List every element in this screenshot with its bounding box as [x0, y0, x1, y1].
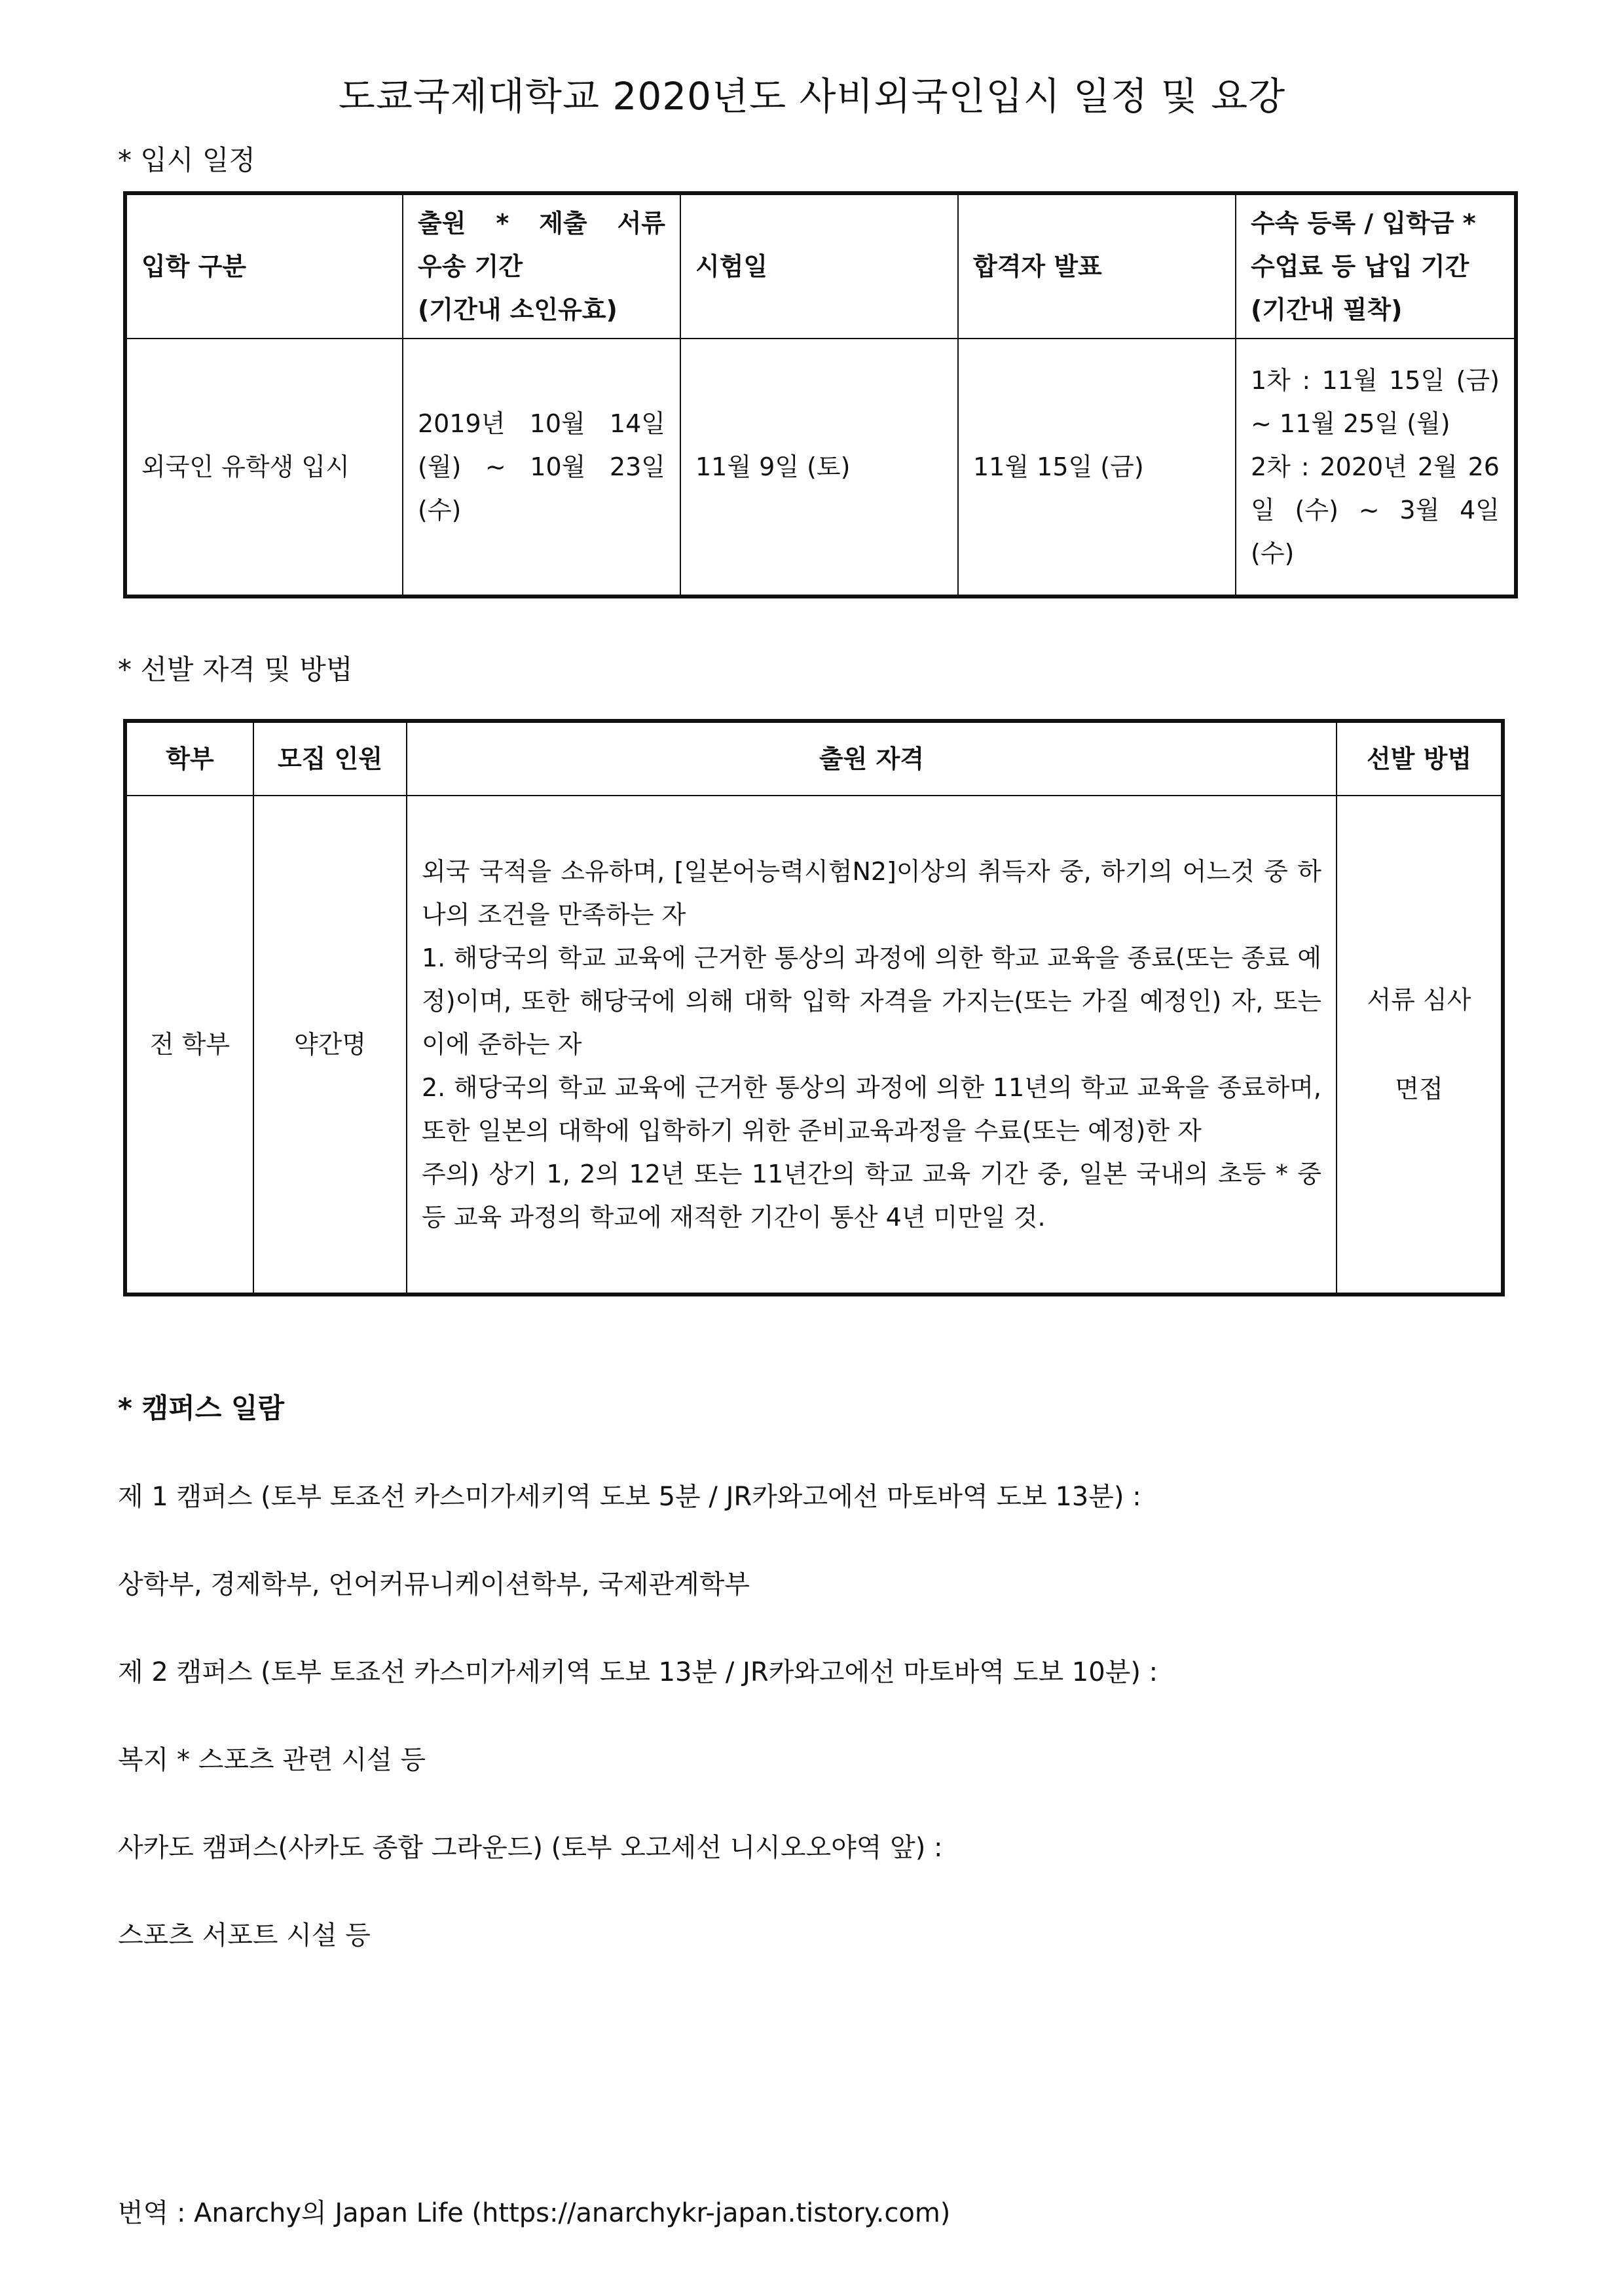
qualification-note: 주의) 상기 1, 2의 12년 또는 11년간의 학교 교육 기간 중, 일본 국내의 초등 * 중등 교육 과정의 학교에 재적한 기간이 통산 4년 미만일 것. [422, 1160, 1321, 1232]
header-method: 선발 방법 [1337, 721, 1503, 796]
method-cell [1337, 796, 1503, 1294]
exam-date-cell: 11월 9일 (토) [680, 339, 958, 597]
schedule-header-row [125, 193, 1516, 339]
header-qualification: 출원 자격 [407, 721, 1337, 796]
quota-cell: 약간명 [253, 796, 407, 1294]
criteria-header-row [125, 721, 1503, 796]
header-admission-type: 입학 구분 [125, 193, 403, 339]
campus-sakado-facilities: 스포츠 서포트 시설 등 [118, 1920, 371, 1951]
campus-2-title: 제 2 캠퍼스 (토부 토죠선 카스미가세키역 도보 13분 / JR카와고에선 마토바역 도보 10분) : [118, 1657, 1158, 1687]
campus-sakado-title: 사카도 캠퍼스(사카도 종합 그라운드) (토부 오고세선 니시오오야역 앞) : [118, 1833, 943, 1863]
submission-period-cell: 2019년 10월 14일 (월) ~ 10월 23일 (수) [403, 339, 680, 597]
header-faculty: 학부 [125, 721, 253, 796]
criteria-row [125, 796, 1503, 1294]
criteria-table [123, 719, 1505, 1296]
payment-round-2: 2차 : 2020년 2월 26일 (수) ~ 3월 4일 (수) [1251, 452, 1500, 568]
page-title: 도쿄국제대학교 2020년도 사비외국인입시 일정 및 요강 [338, 74, 1286, 119]
header-quota: 모집 인원 [253, 721, 407, 796]
header-payment-period [1236, 193, 1516, 339]
qualification-intro: 외국 국적을 소유하며, [일본어능력시험N2]이상의 취득자 중, 하기의 어느것 중 하나의 조건을 만족하는 자 [422, 857, 1321, 929]
campus-1-title: 제 1 캠퍼스 (토부 토죠선 카스미가세키역 도보 5분 / JR카와고에선 마토바역 도보 13분) : [118, 1482, 1141, 1512]
payment-round-1: 1차 : 11월 15일 (금) ~ 11월 25일 (월) [1251, 366, 1500, 438]
header-submission-line-1: 출원 * 제출 서류 [418, 209, 665, 238]
announcement-cell: 11월 15일 (금) [958, 339, 1236, 597]
schedule-table [123, 191, 1518, 598]
header-payment-line-1: 수속 등록 / 입학금 * [1251, 209, 1476, 238]
payment-period-cell [1236, 339, 1516, 597]
header-payment-line-3: (기간내 필착) [1251, 295, 1403, 324]
qualification-item-2: 2. 해당국의 학교 교육에 근거한 통상의 과정에 의한 11년의 학교 교육을 종료하며, 또한 일본의 대학에 입학하기 위한 준비교육과정을 수료(또는 예정)한 자 [422, 1073, 1321, 1145]
method-interview: 면접 [1395, 1074, 1443, 1103]
header-payment-line-2: 수업료 등 납입 기간 [1251, 252, 1469, 281]
faculty-cell: 전 학부 [125, 796, 253, 1294]
header-submission-line-2: 우송 기간 [418, 252, 523, 281]
method-document-review: 서류 심사 [1367, 985, 1471, 1014]
header-submission-period [403, 193, 680, 339]
criteria-heading: * 선발 자격 및 방법 [118, 653, 353, 686]
header-exam-date: 시험일 [680, 193, 958, 339]
schedule-row [125, 339, 1516, 597]
translation-credit: 번역 : Anarchy의 Japan Life (https://anarchykr-japan.tistory.com) [118, 2198, 951, 2228]
campus-1-faculties: 상학부, 경제학부, 언어커뮤니케이션학부, 국제관계학부 [118, 1570, 750, 1600]
campus-2-facilities: 복지 * 스포츠 관련 시설 등 [118, 1745, 426, 1775]
header-announcement: 합격자 발표 [958, 193, 1236, 339]
qualification-cell [407, 796, 1337, 1294]
schedule-heading: * 입시 일정 [118, 144, 255, 176]
campus-heading: * 캠퍼스 일람 [118, 1392, 285, 1424]
admission-type-cell: 외국인 유학생 입시 [125, 339, 403, 597]
qualification-item-1: 1. 해당국의 학교 교육에 근거한 통상의 과정에 의한 학교 교육을 종료(또는 종료 예정)이며, 또한 해당국에 의해 대학 입학 자격을 가지는(또는 가질 예정인) 자, 또는 이에 준하는 자 [422, 944, 1321, 1059]
header-submission-line-3: (기간내 소인유효) [418, 295, 618, 324]
